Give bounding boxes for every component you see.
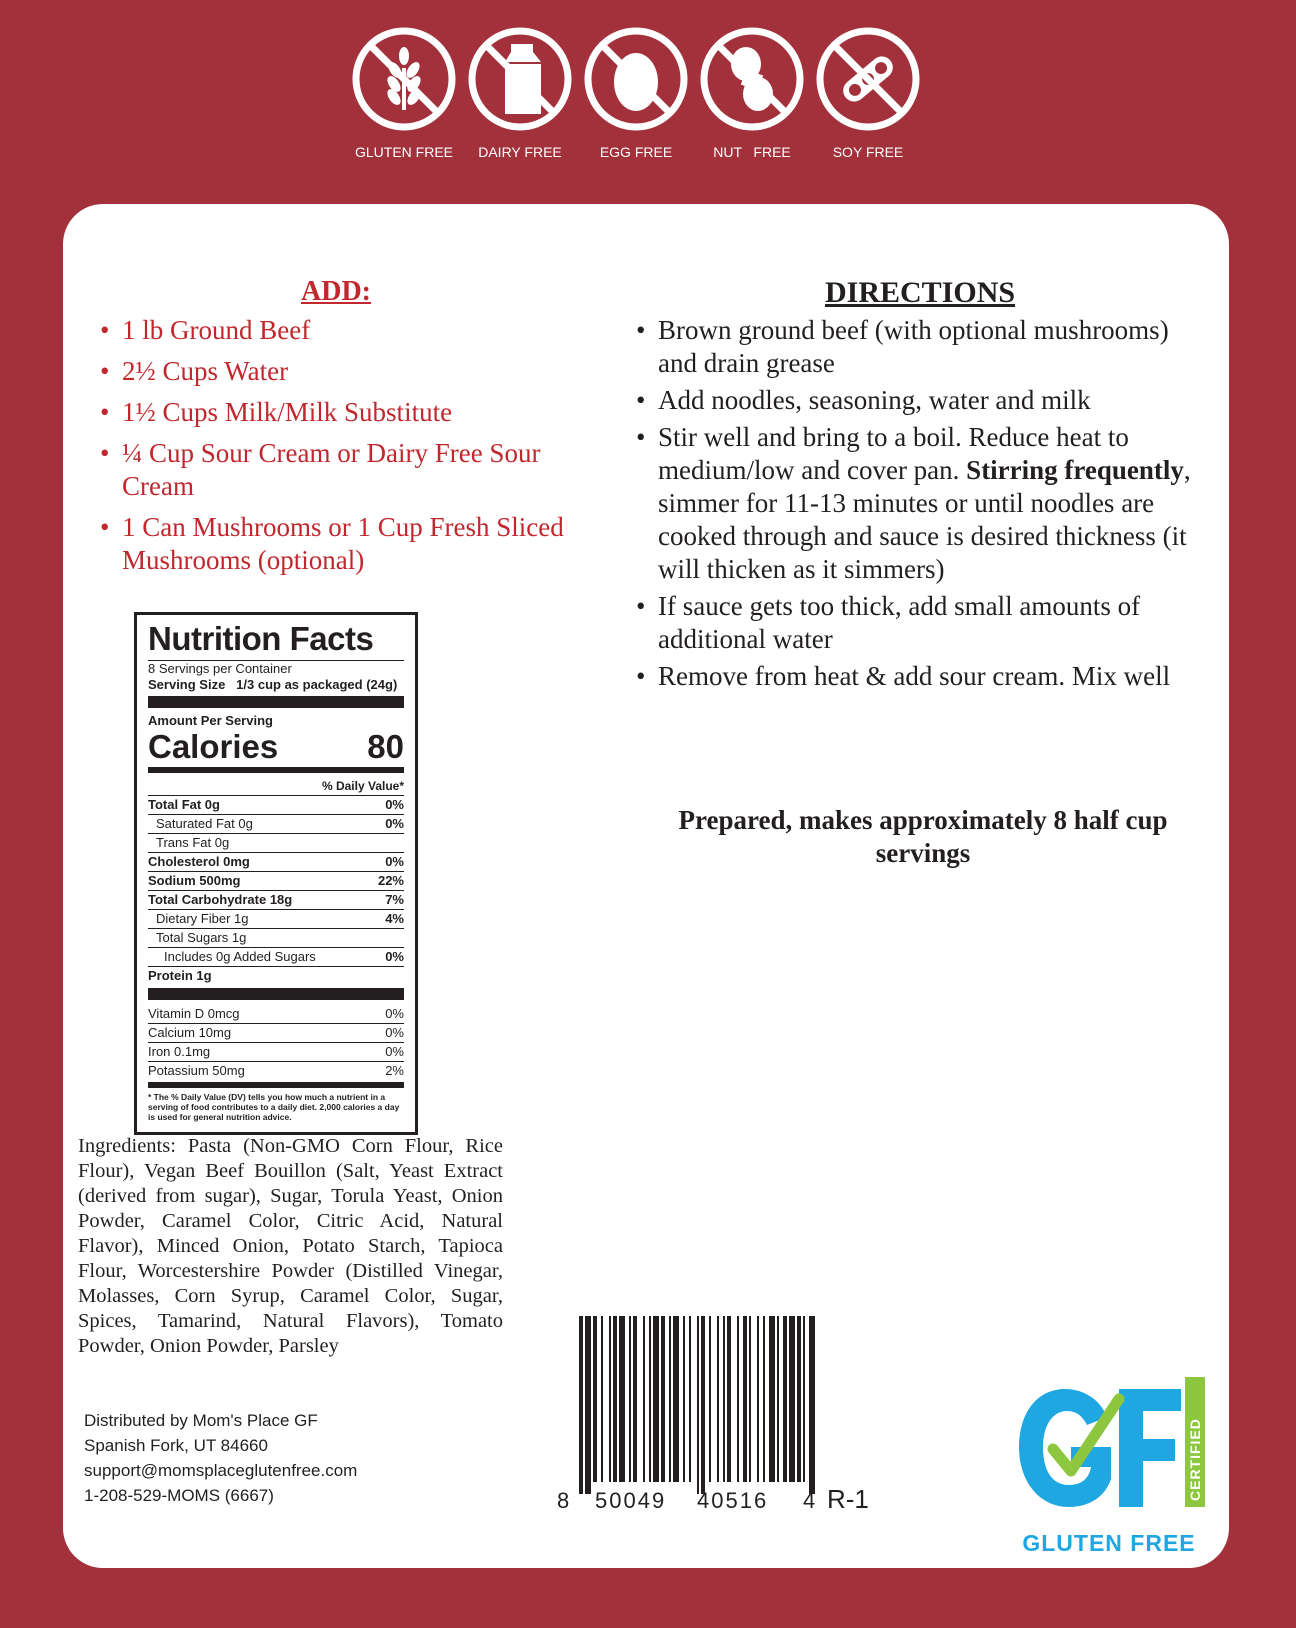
badge-label: GLUTEN FREE bbox=[354, 144, 453, 160]
bullet-icon: • bbox=[636, 661, 646, 691]
add-item: • ¼ Cup Sour Cream or Dairy Free Sour Cream bbox=[100, 438, 541, 501]
bullet-icon: • bbox=[636, 315, 646, 345]
calories-label: Calories bbox=[148, 728, 279, 765]
peanut-icon bbox=[699, 26, 805, 132]
barcode-bar bbox=[701, 1316, 705, 1494]
wheat-icon bbox=[351, 26, 457, 132]
barcode-bar bbox=[633, 1316, 637, 1482]
barcode-group-1: 50049 bbox=[595, 1488, 667, 1513]
barcode-bar bbox=[697, 1316, 699, 1494]
barcode-bar bbox=[609, 1316, 611, 1482]
distributor-name: Distributed by Mom's Place GF bbox=[84, 1411, 318, 1430]
direction-step: • Brown ground beef (with optional mushrooms) and drain grease bbox=[636, 315, 1169, 378]
upc-barcode bbox=[557, 1316, 877, 1516]
certified-text: CERTIFIED bbox=[1187, 1418, 1203, 1501]
barcode-bar bbox=[797, 1316, 801, 1482]
nutrient-row: Saturated Fat 0g 0% bbox=[148, 815, 404, 834]
vitamin-row: Vitamin D 0mcg 0% bbox=[148, 1005, 404, 1024]
barcode-bars bbox=[579, 1316, 815, 1494]
bullet-icon: • bbox=[100, 512, 110, 542]
badge-label: SOY FREE bbox=[832, 144, 904, 160]
gf-certified-logo bbox=[1009, 1369, 1209, 1529]
barcode-bar bbox=[727, 1316, 731, 1482]
badge-egg-free bbox=[577, 26, 695, 160]
distributor-info bbox=[84, 1408, 357, 1508]
barcode-bar bbox=[619, 1316, 625, 1482]
barcode-bar bbox=[661, 1316, 665, 1482]
directions-title: DIRECTIONS bbox=[825, 276, 1016, 309]
bullet-icon: • bbox=[100, 438, 110, 468]
barcode-digit-first: 8 bbox=[557, 1488, 570, 1513]
badge-label: DAIRY FREE bbox=[478, 144, 562, 160]
barcode-bar bbox=[749, 1316, 751, 1482]
distributor-phone: 1-208-529-MOMS (6667) bbox=[84, 1486, 274, 1505]
bullet-icon: • bbox=[100, 315, 110, 345]
serving-size: Serving Size 1/3 cup as packaged (24g) bbox=[148, 677, 398, 692]
barcode-bar bbox=[629, 1316, 631, 1482]
add-item: • 1½ Cups Milk/Milk Substitute bbox=[100, 397, 453, 427]
calories-value: 80 bbox=[367, 728, 404, 765]
daily-value-footnote: * The % Daily Value (DV) tells you how much a nutrient in a serving of food contributes to a daily diet. 2,000 calories a day is used for general nutrition advice. bbox=[148, 1092, 400, 1122]
barcode-bar bbox=[789, 1316, 795, 1482]
vitamin-row: Calcium 10mg 0% bbox=[148, 1024, 404, 1043]
badge-dairy-free bbox=[461, 26, 579, 160]
direction-step: • If sauce gets too thick, add small amounts of additional water bbox=[636, 591, 1141, 654]
allergen-badges bbox=[345, 26, 945, 176]
divider bbox=[148, 1082, 404, 1088]
soybean-icon bbox=[815, 26, 921, 132]
prepared-note: Prepared, makes approximately 8 half cup servings bbox=[678, 805, 1168, 868]
nutrient-row: Total Fat 0g 0% bbox=[148, 796, 404, 815]
barcode-bar bbox=[579, 1316, 583, 1494]
bullet-icon: • bbox=[636, 385, 646, 415]
barcode-bar bbox=[763, 1316, 765, 1482]
badge-soy-free bbox=[809, 26, 927, 160]
add-list bbox=[100, 314, 600, 585]
directions-list bbox=[636, 314, 1196, 697]
bullet-icon: • bbox=[636, 422, 646, 452]
distributor-address: Spanish Fork, UT 84660 bbox=[84, 1436, 268, 1455]
bullet-icon: • bbox=[636, 591, 646, 621]
vitamin-row: Iron 0.1mg 0% bbox=[148, 1043, 404, 1062]
divider bbox=[148, 696, 404, 708]
servings-per-container: 8 Servings per Container bbox=[148, 661, 292, 676]
badge-label: EGG FREE bbox=[599, 144, 673, 160]
calories-row bbox=[148, 729, 404, 765]
barcode-bar bbox=[613, 1316, 617, 1482]
gf-letter-g bbox=[1019, 1389, 1111, 1507]
nutrient-row: Total Carbohydrate 18g 7% bbox=[148, 891, 404, 910]
revision-code: R-1 bbox=[827, 1484, 869, 1514]
add-title: ADD: bbox=[301, 276, 371, 307]
barcode-bar bbox=[769, 1316, 775, 1482]
gf-caption: GLUTEN FREE bbox=[1022, 1530, 1196, 1556]
direction-step: • Remove from heat & add sour cream. Mix well bbox=[636, 661, 1171, 691]
nutrient-row: Total Sugars 1g bbox=[148, 929, 404, 948]
barcode-bar bbox=[709, 1316, 711, 1482]
barcode-bar bbox=[809, 1316, 815, 1494]
nutrient-row: Cholesterol 0mg 0% bbox=[148, 853, 404, 872]
egg-icon bbox=[583, 26, 689, 132]
nutrition-title: Nutrition Facts bbox=[148, 621, 404, 661]
barcode-group-2: 40516 bbox=[697, 1488, 769, 1513]
divider bbox=[148, 767, 404, 773]
barcode-bar bbox=[757, 1316, 759, 1482]
barcode-bar bbox=[669, 1316, 671, 1482]
barcode-bar bbox=[803, 1316, 805, 1482]
nutrient-row: Sodium 500mg 22% bbox=[148, 872, 404, 891]
direction-step: • Stir well and bring to a boil. Reduce heat to medium/low and cover pan. Stirring frequently, simmer for 11-13 minutes or until noodles are cooked through and sauce is desired thickness (it will thicken as it simmers) bbox=[636, 422, 1191, 584]
barcode-bar bbox=[643, 1316, 645, 1482]
barcode-bar bbox=[717, 1316, 719, 1482]
bullet-icon: • bbox=[100, 356, 110, 386]
barcode-bar bbox=[689, 1316, 691, 1482]
daily-value-header: % Daily Value* bbox=[148, 777, 404, 796]
badge-label: NUT FREE bbox=[713, 144, 791, 160]
label-card bbox=[63, 204, 1229, 1568]
nutrient-row: Dietary Fiber 1g 4% bbox=[148, 910, 404, 929]
barcode-bar bbox=[653, 1316, 659, 1482]
divider bbox=[148, 988, 404, 1000]
gf-letter-f bbox=[1119, 1389, 1181, 1507]
barcode-bar bbox=[723, 1316, 725, 1482]
barcode-bar bbox=[743, 1316, 747, 1482]
barcode-digit-last: 4 bbox=[803, 1488, 816, 1513]
nutrition-facts-panel bbox=[134, 612, 418, 1135]
barcode-bar bbox=[737, 1316, 739, 1482]
barcode-bar bbox=[649, 1316, 651, 1482]
direction-step: • Add noodles, seasoning, water and milk bbox=[636, 385, 1091, 415]
ingredients-text: Ingredients: Pasta (Non-GMO Corn Flour, Rice Flour), Vegan Beef Bouillon (Salt, Yeast Extract (derived from sugar), Sugar, Torula Yeast, Onion Powder, Caramel Color, Citric Acid, Natural Flavor), Minced Onion, Potato Starch, Tapioca Flour, Worcestershire Powder (Distilled Vinegar, Molasses, Corn Syrup, Caramel Color, Sugar, Spices, Tamarind, Natural Flavors), Tomato Powder, Onion Powder, Parsley bbox=[78, 1135, 503, 1357]
nutrient-row: Trans Fat 0g bbox=[148, 834, 404, 853]
nutrient-row: Includes 0g Added Sugars 0% bbox=[148, 948, 404, 967]
add-item: • 2½ Cups Water bbox=[100, 356, 289, 386]
badge-nut-free bbox=[693, 26, 811, 160]
distributor-email: support@momsplaceglutenfree.com bbox=[84, 1461, 358, 1480]
barcode-bar bbox=[601, 1316, 603, 1482]
amount-per-serving: Amount Per Serving bbox=[148, 713, 273, 728]
vitamin-row: Potassium 50mg 2% bbox=[148, 1063, 404, 1078]
barcode-bar bbox=[777, 1316, 779, 1482]
badge-gluten-free bbox=[345, 26, 463, 160]
nutrient-row: Protein 1g bbox=[148, 968, 212, 983]
add-item: • 1 lb Ground Beef bbox=[100, 315, 311, 345]
barcode-bar bbox=[585, 1316, 591, 1494]
barcode-bar bbox=[683, 1316, 685, 1482]
add-item: • 1 Can Mushrooms or 1 Cup Fresh Sliced Mushrooms (optional) bbox=[100, 512, 564, 575]
bullet-icon: • bbox=[100, 397, 110, 427]
barcode-bar bbox=[673, 1316, 679, 1482]
barcode-bar bbox=[593, 1316, 597, 1482]
milk-carton-icon bbox=[467, 26, 573, 132]
barcode-bar bbox=[783, 1316, 787, 1482]
